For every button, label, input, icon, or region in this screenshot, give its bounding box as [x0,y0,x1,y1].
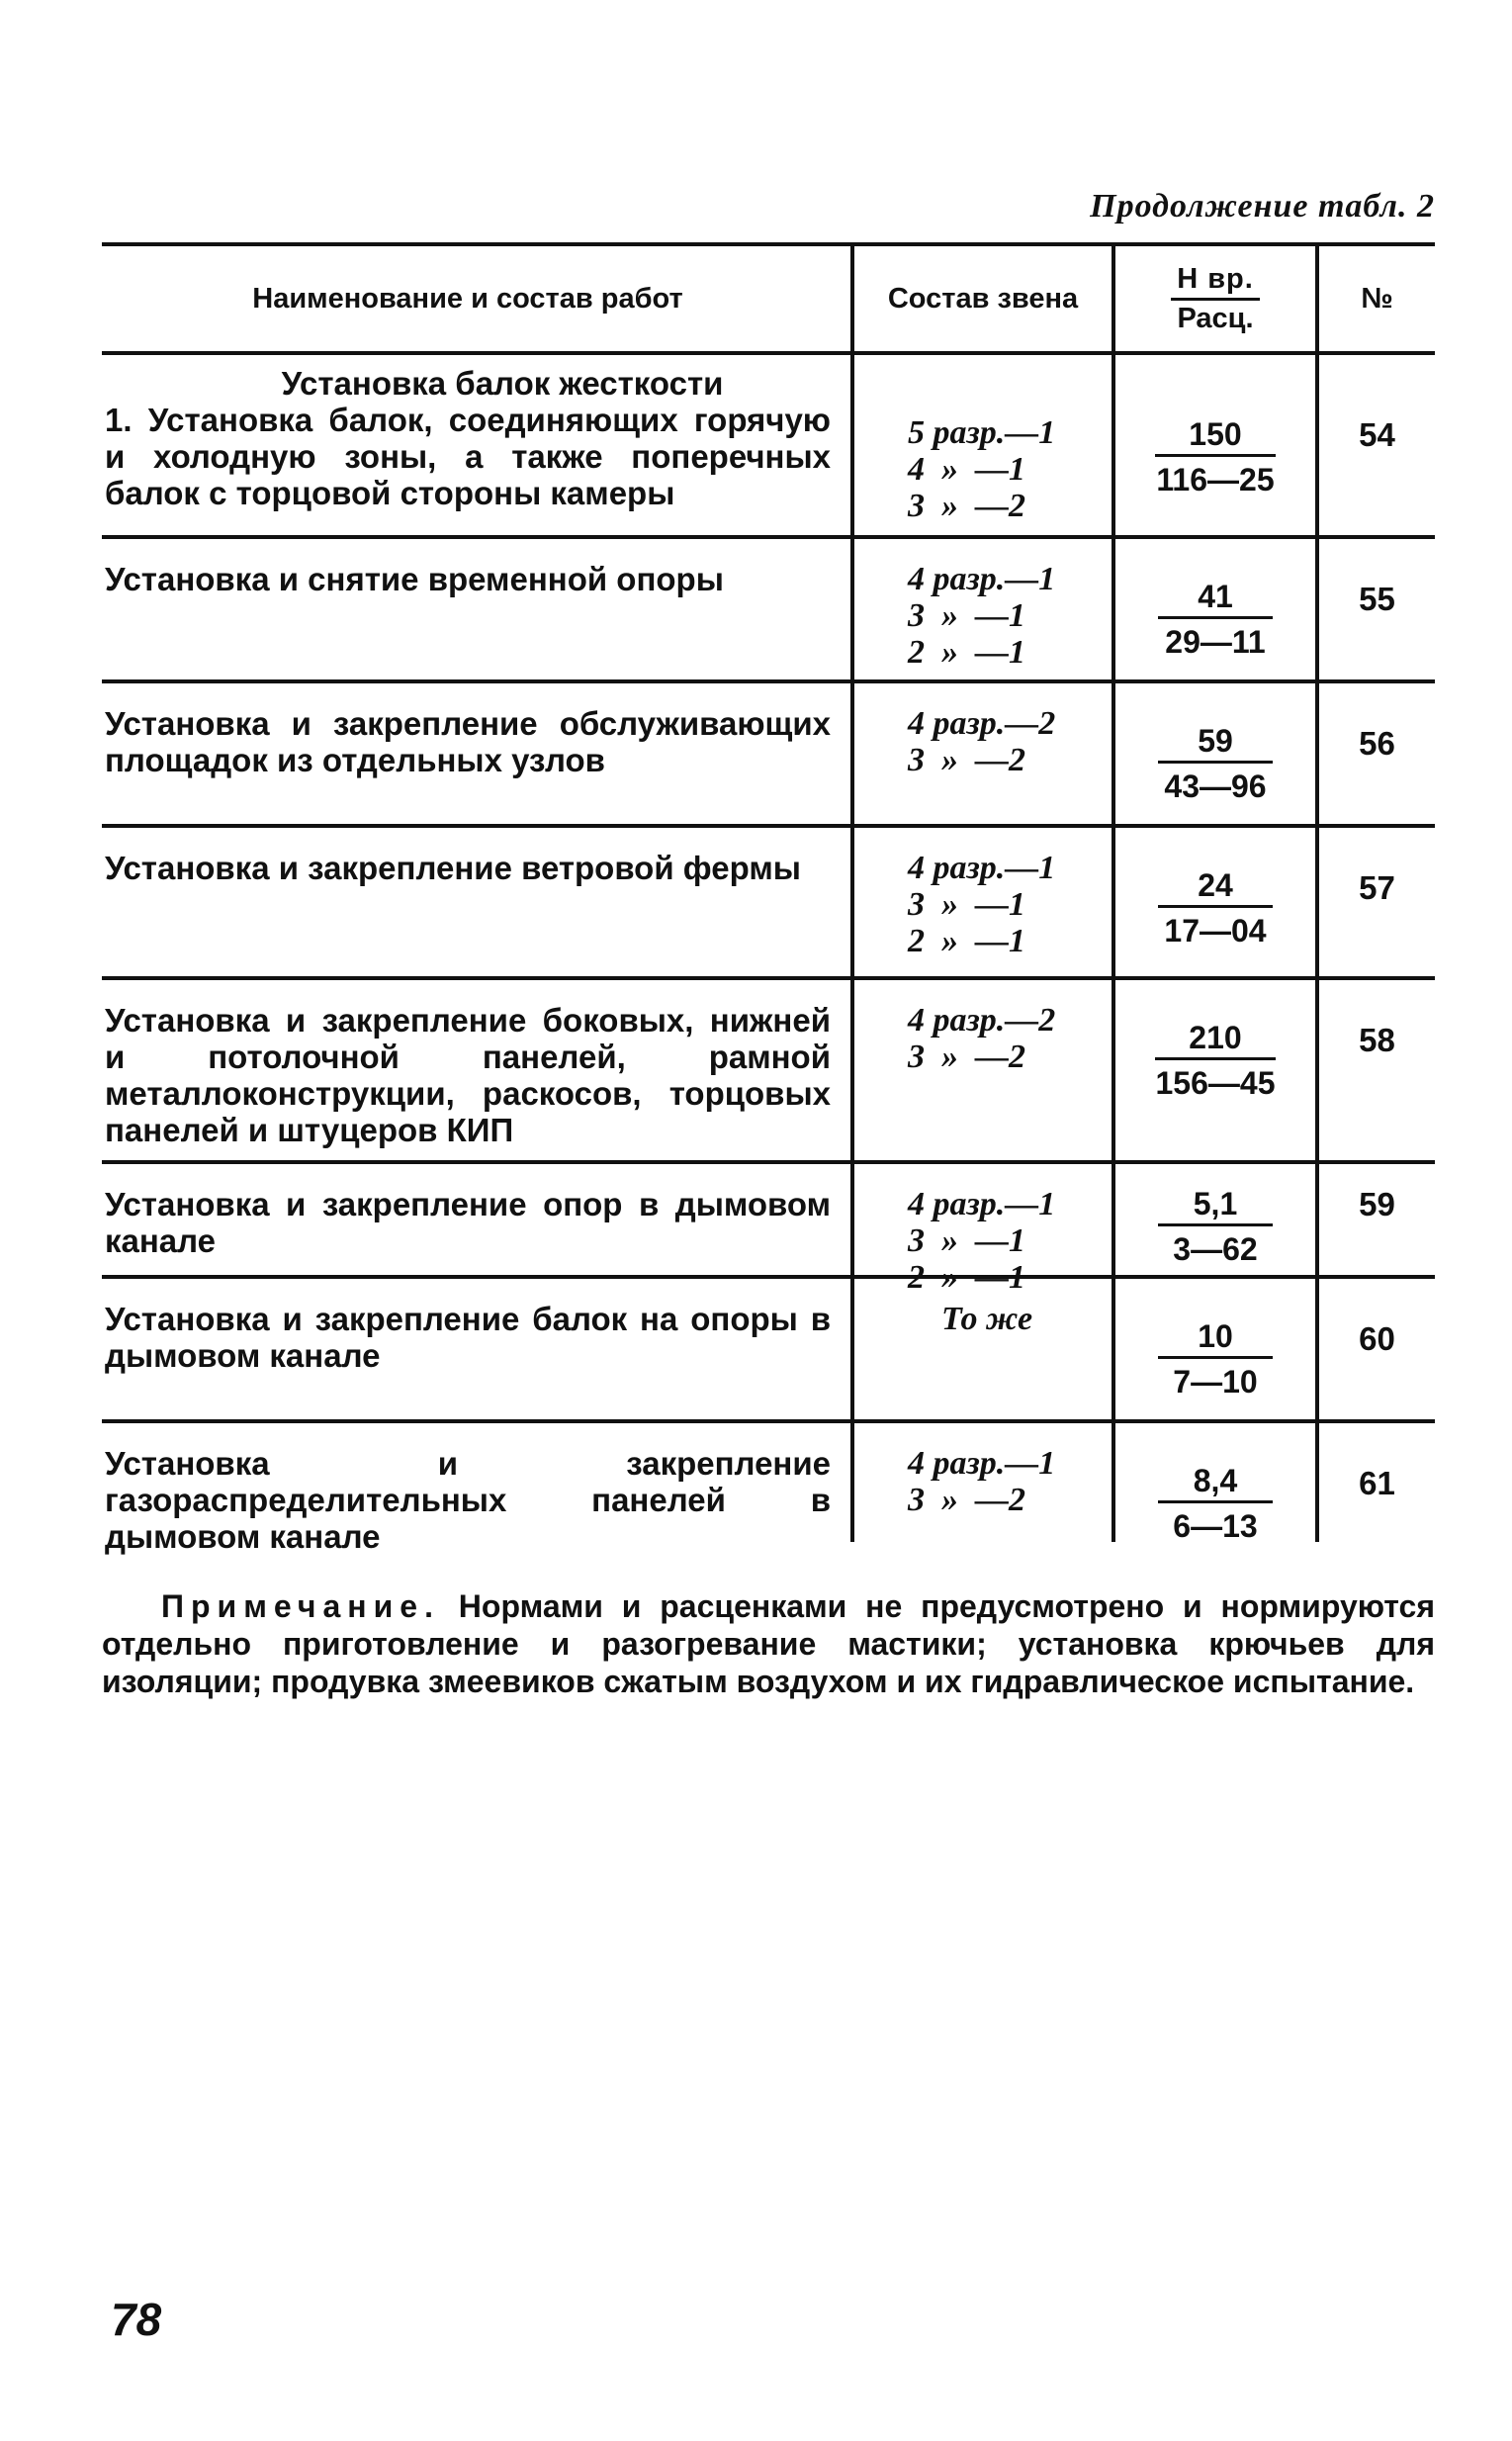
work-description: Установка и закрепление опор в дымовом канале [105,1186,831,1259]
crew-same: То же [941,1301,1033,1337]
row-number: 61 [1359,1465,1395,1501]
crew-line: 2 » —1 [908,923,1025,959]
crew-composition [850,1423,1112,1542]
table-row [102,679,1435,824]
time-norm: 150 [1155,416,1275,457]
crew-line: 4 разр.—2 [908,705,1056,742]
crew-line: 3 » —2 [908,1039,1025,1075]
norm-cell [1112,355,1319,535]
rate-value: 43—96 [1164,768,1267,804]
crew-composition [850,980,1112,1160]
time-norm: 24 [1158,867,1273,908]
norm-cell [1112,828,1319,976]
crew-line: 4 » —1 [908,451,1025,488]
table-row [102,355,1435,535]
norm-cell [1112,980,1319,1160]
rate-value: 116—25 [1156,462,1275,497]
header-norm-bottom: Расц. [1177,302,1254,334]
crew-line: 3 » —2 [908,488,1025,524]
crew-line: 4 разр.—1 [908,850,1056,886]
crew-line: 2 » —1 [908,634,1025,671]
crew-composition [850,828,1112,976]
crew-line: 4 разр.—1 [908,1445,1056,1482]
norm-cell [1112,683,1319,824]
crew-composition [850,539,1112,679]
table-caption: Продолжение табл. 2 [1090,188,1435,225]
norm-cell [1112,539,1319,679]
work-description: Установка и закрепление ветровой фермы [105,850,801,886]
crew-line: 5 разр.—1 [908,414,1056,451]
crew-line: 3 » —1 [908,886,1025,923]
header-norm [1112,246,1319,351]
time-norm: 8,4 [1158,1463,1273,1503]
table-row [102,1419,1435,1555]
table-row [102,1160,1435,1296]
norm-cell [1112,1164,1319,1275]
crew-composition [850,683,1112,824]
time-norm: 41 [1158,579,1273,619]
crew-composition [850,1279,1112,1419]
work-description: Установка и снятие временной опоры [105,561,724,597]
header-work: Наименование и состав работ [252,282,683,315]
header-norm-top: Н вр. [1171,263,1260,301]
time-norm: 59 [1158,723,1273,764]
time-norm: 10 [1158,1318,1273,1359]
norms-table [102,242,1435,1555]
rate-value: 3—62 [1173,1231,1258,1267]
row-number: 58 [1359,1022,1395,1058]
rate-value: 17—04 [1164,913,1267,949]
row-number: 59 [1359,1186,1395,1222]
header-crew: Состав звена [850,246,1112,351]
section-title: Установка балок жесткости [281,365,724,402]
crew-line: 3 » —1 [908,597,1025,634]
table-header [102,246,1435,355]
rate-value: 29—11 [1165,624,1266,660]
work-description: Установка и закрепление газораспределительных панелей в дымовом канале [105,1445,831,1555]
note-text: Нормами и расценками не предусмотрено и нормируются отдельно приготовление и разогревание мастики; установка крючьев для изоляции; продувка змеевиков сжатым воздухом и их гидравлическое испытание. [102,1588,1436,1699]
crew-line: 4 разр.—1 [908,561,1056,597]
time-norm: 5,1 [1158,1186,1273,1226]
table-row [102,976,1435,1160]
crew-line: 3 » —2 [908,742,1025,778]
row-number: 54 [1359,416,1395,453]
crew-line: 2 » —1 [908,1259,1025,1296]
row-number: 55 [1359,581,1395,617]
table-row [102,824,1435,976]
table-row [102,1275,1435,1419]
table-note [102,1587,1435,1700]
work-text: 1. Установка балок, соединяющих горячую и холодную зоны, а также поперечных балок с торцовой стороны камеры [105,402,831,511]
crew-line: 4 разр.—1 [908,1186,1056,1222]
rate-value: 7—10 [1173,1364,1258,1400]
header-number: № [1361,282,1393,315]
row-number: 57 [1359,869,1395,906]
note-label: Примечание. [161,1588,440,1624]
crew-line: 4 разр.—2 [908,1002,1056,1039]
norm-cell [1112,1279,1319,1419]
work-description [102,355,850,535]
work-description: Установка и закрепление боковых, нижней и потолочной панелей, рамной металлоконструкции, раскосов, торцовых панелей и штуцеров КИП [105,1002,831,1148]
rate-value: 156—45 [1155,1065,1276,1101]
crew-composition [850,1164,1112,1296]
time-norm: 210 [1155,1020,1275,1060]
crew-composition [850,355,1112,535]
page-number: 78 [111,2294,162,2345]
table-row [102,535,1435,679]
row-number: 56 [1359,725,1395,762]
norm-cell [1112,1423,1319,1542]
crew-line: 3 » —1 [908,1222,1025,1259]
rate-value: 6—13 [1173,1508,1258,1544]
work-description: Установка и закрепление обслуживающих площадок из отдельных узлов [105,705,831,778]
row-number: 60 [1359,1320,1395,1357]
crew-line: 3 » —2 [908,1482,1025,1518]
work-description: Установка и закрепление балок на опоры в дымовом канале [105,1301,831,1374]
